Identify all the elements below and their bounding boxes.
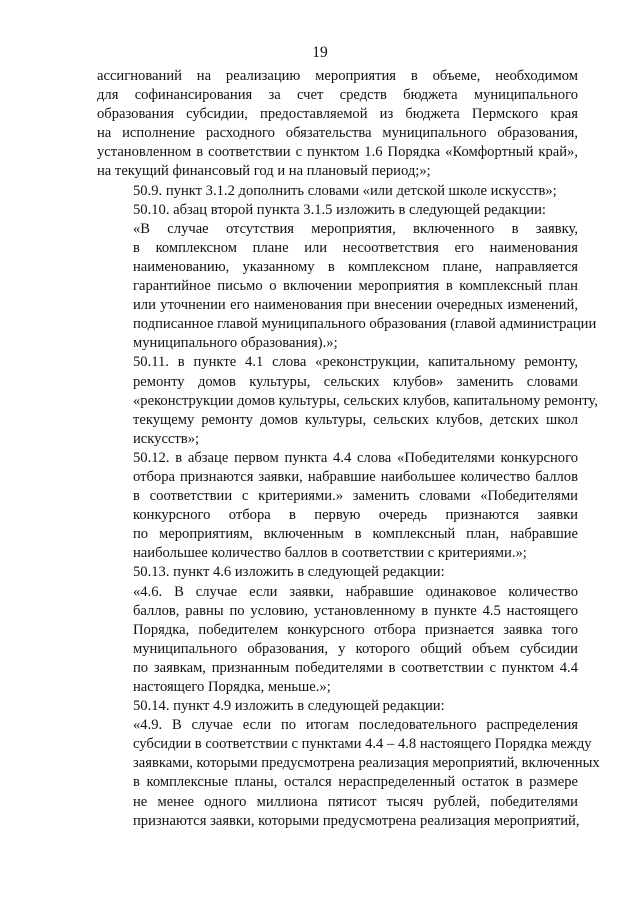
text-line: гарантийное письмо о включении мероприятия в комплексный план bbox=[133, 278, 578, 295]
text-line: муниципального образования, у которого общий объем субсидии bbox=[133, 640, 578, 657]
paragraph bbox=[97, 583, 578, 698]
text-line: конкурсного отбора в первую очередь признаются заявки bbox=[133, 507, 578, 524]
paragraph bbox=[97, 182, 578, 201]
paragraph bbox=[97, 716, 600, 831]
text-line: по мероприятиям, включенным в комплексный план, набравшие bbox=[133, 526, 578, 543]
paragraph bbox=[97, 697, 578, 716]
text-line: субсидии в соответствии с пунктами 4.4 – 4.8 настоящего Порядка между bbox=[133, 736, 592, 753]
text-line: в комплексном плане или несоответствия его наименования bbox=[133, 239, 578, 256]
text-line: 50.10. абзац второй пункта 3.1.5 изложить в следующей редакции: bbox=[133, 201, 546, 218]
text-line: или уточнении его наименования при внесении очередных изменений, bbox=[133, 297, 578, 314]
paragraph bbox=[97, 67, 578, 182]
text-line: 50.14. пункт 4.9 изложить в следующей редакции: bbox=[133, 698, 445, 715]
text-line: установленном в соответствии с пунктом 1.6 Порядка «Комфортный край», bbox=[97, 144, 578, 161]
text-line: текущему ремонту домов культуры, сельских клубов, детских школ bbox=[133, 411, 578, 428]
text-line: 50.12. в абзаце первом пункта 4.4 слова «Победителями конкурсного bbox=[133, 449, 578, 466]
text-line: в комплексные планы, остался нераспределенный остаток в размере bbox=[133, 774, 578, 791]
text-line: отбора признаются заявки, набравшие наибольшее количество баллов bbox=[133, 468, 578, 485]
text-line: подписанное главой муниципального образования (главой администрации bbox=[133, 316, 597, 333]
text-line: на текущий финансовый год и на плановый период;»; bbox=[97, 163, 431, 180]
text-line: искусств»; bbox=[133, 430, 200, 447]
paragraph bbox=[97, 449, 578, 564]
text-line: 50.13. пункт 4.6 изложить в следующей редакции: bbox=[133, 564, 445, 581]
text-line: настоящего Порядка, меньше.»; bbox=[133, 679, 331, 695]
text-line: 50.9. пункт 3.1.2 дополнить словами «или детской школе искусств»; bbox=[133, 182, 557, 199]
text-line: муниципального образования).»; bbox=[133, 335, 338, 352]
paragraph bbox=[97, 220, 597, 354]
paragraph bbox=[97, 201, 578, 220]
text-line: по заявкам, признанным победителями в соответствии с пунктом 4.4 bbox=[133, 659, 578, 676]
text-line: для софинансирования за счет средств бюджета муниципального bbox=[97, 87, 578, 104]
text-line: наибольшее количество баллов в соответствии с критериями.»; bbox=[133, 545, 527, 562]
text-line: баллов, равны по условию, установленному в пункте 4.5 настоящего bbox=[133, 602, 578, 619]
text-line: не менее одного миллиона пятисот тысяч рублей, победителями bbox=[133, 793, 578, 810]
text-line: «В случае отсутствия мероприятия, включенного в заявку, bbox=[133, 220, 578, 237]
text-line: заявками, которыми предусмотрена реализация мероприятий, включенных bbox=[133, 755, 600, 772]
text-line: «4.9. В случае если по итогам последовательного распределения bbox=[133, 717, 578, 734]
text-line: 50.11. в пункте 4.1 слова «реконструкции, капитальному ремонту, bbox=[133, 354, 578, 371]
text-line: ассигнований на реализацию мероприятия в объеме, необходимом bbox=[97, 68, 578, 84]
text-line: на исполнение расходного обязательства муниципального образования, bbox=[97, 125, 578, 142]
text-line: признаются заявки, которыми предусмотрена реализация мероприятий, bbox=[133, 812, 580, 829]
text-line: «реконструкции домов культуры, сельских клубов, капитальному ремонту, bbox=[133, 392, 598, 409]
text-line: в соответствии с критериями.» заменить словами «Победителями bbox=[133, 488, 578, 505]
text-line: «4.6. В случае если заявки, набравшие одинаковое количество bbox=[133, 583, 578, 600]
paragraph bbox=[97, 353, 598, 448]
text-line: образования субсидии, предоставляемой из бюджета Пермского края bbox=[97, 106, 578, 123]
document-body bbox=[97, 67, 600, 831]
text-line: Порядка, победителем конкурсного отбора признается заявка того bbox=[133, 621, 578, 638]
paragraph bbox=[97, 563, 578, 582]
text-line: наименованию, указанному в комплексном плане, направляется bbox=[133, 258, 578, 275]
page-number: 19 bbox=[312, 44, 328, 61]
text-line: ремонту домов культуры, сельских клубов» заменить словами bbox=[133, 373, 578, 390]
